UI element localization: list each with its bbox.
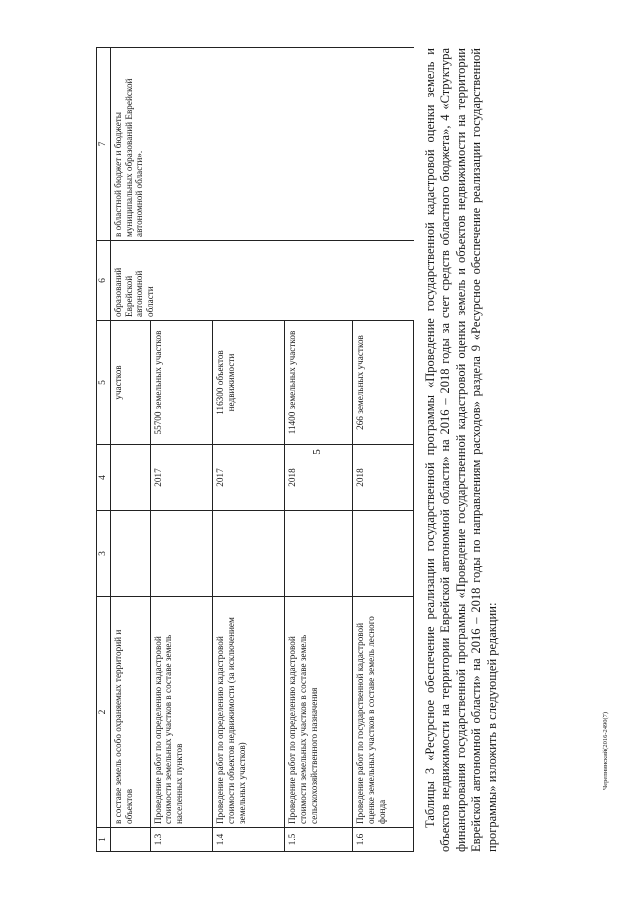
header-cell: 1 <box>97 828 111 852</box>
event-name: Проведение работ по определению кадастровой стоимости земельных участков в составе земель населенных пунктов <box>150 597 213 828</box>
year: 2017 <box>213 445 284 511</box>
header-cell: 5 <box>97 321 111 445</box>
year: 2018 <box>284 445 352 511</box>
header-cell: 7 <box>97 48 111 241</box>
cell <box>353 511 414 597</box>
event-name: Проведение работ по определению кадастровой стоимости объектов недвижимости (за исключением земельных участков) <box>213 597 284 828</box>
year: 2017 <box>150 445 213 511</box>
row-number: 1.3 <box>150 828 213 852</box>
resource-table <box>96 47 414 852</box>
row-number: 1.5 <box>284 828 352 852</box>
table-header-row <box>97 48 111 852</box>
source-cell: образований Еврейской автономной области <box>110 241 413 321</box>
quantity: 11400 земельных участков <box>284 321 352 445</box>
footer-document-code: Черепнинский(2016-2490(7) <box>602 711 609 790</box>
event-name: Проведение работ по государственной кадастровой оценке земельных участков в составе земель лесного фонда <box>353 597 414 828</box>
header-cell: 6 <box>97 241 111 321</box>
header-cell: 4 <box>97 445 111 511</box>
cell <box>284 511 352 597</box>
cell <box>110 445 150 511</box>
page-number: 5 <box>310 449 323 455</box>
table-row-continuation <box>110 48 150 852</box>
event-name: Проведение работ по определению кадастровой стоимости земельных участков в составе земель сельскохозяйственного назначения <box>284 597 352 828</box>
funding-note: в областной бюджет и бюджеты муниципальных образований Еврейской автономной области». <box>110 48 413 241</box>
row-number: 1.4 <box>213 828 284 852</box>
header-cell: 3 <box>97 511 111 597</box>
cell <box>213 511 284 597</box>
body-paragraph: Таблицы 3 «Ресурсное обеспечение реализации государственной программы «Проведение государственной кадастровой оценки земель и объектов недвижимости на территории Еврейской автономной области» на 2016 – 2018 годы за счет средств областного бюджета», 4 «Структура финансирования государственной программы «Проведение государственной кадастровой оценки земель и объектов недвижимости на территории Еврейской автономной области» на 2016 – 2018 годы по направлениям расходов» раздела 9 «Ресурсное обеспечение реализации государственной программы» изложить в следующей редакции: <box>423 48 499 852</box>
rotated-content <box>96 48 521 852</box>
quantity: 266 земельных участков <box>353 321 414 445</box>
quantity: 116300 объектов недвижимости <box>213 321 284 445</box>
quantity: 55700 земельных участков <box>150 321 213 445</box>
cell <box>110 511 150 597</box>
event-name: в составе земель особо охраняемых территорий и объектов <box>110 597 150 828</box>
year: 2018 <box>353 445 414 511</box>
quantity: участков <box>110 321 150 445</box>
header-cell: 2 <box>97 597 111 828</box>
row-number <box>110 828 150 852</box>
cell <box>150 511 213 597</box>
row-number: 1.6 <box>353 828 414 852</box>
